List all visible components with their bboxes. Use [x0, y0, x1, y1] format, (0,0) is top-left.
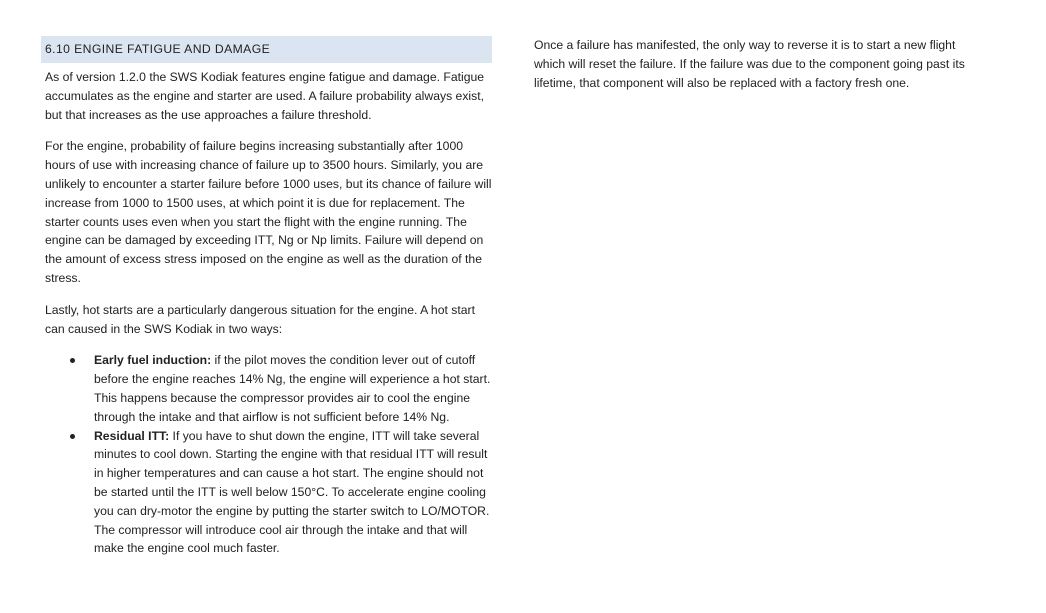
- bullet-icon: [70, 358, 75, 363]
- failure-reset-paragraph: Once a failure has manifested, the only way to reverse it is to start a new flight which will reset the failure. If the failure was due to the component going past its lifetime, that component will also be replaced with a factory fresh one.: [534, 38, 965, 90]
- intro-paragraph: As of version 1.2.0 the SWS Kodiak features engine fatigue and damage. Fatigue accumulates as the engine and starter are used. A failure probability always exist, but that increases as the use approaches a failure threshold.: [45, 70, 485, 122]
- hot-start-causes-list: [45, 351, 492, 558]
- bullet-title: Residual ITT:: [94, 428, 170, 443]
- section-heading: 6.10 ENGINE FATIGUE AND DAMAGE: [41, 36, 492, 63]
- right-column: [534, 36, 984, 105]
- bullet-text: If you have to shut down the engine, ITT will take several minutes to cool down. Starting the engine with that residual ITT will result in higher temperatures and can cause a hot start. The engine should not be started until the ITT is well below 150°C. To accelerate engine cooling you can dry-motor the engine by putting the starter switch to LO/MOTOR. The compressor will introduce cool air through the intake and that will make the engine cool much faster.: [94, 428, 490, 556]
- bullet-title: Early fuel induction:: [94, 353, 212, 368]
- failure-probability-paragraph: For the engine, probability of failure begins increasing substantially after 1000 hours of use with increasing chance of failure up to 3500 hours. Similarly, you are unlikely to encounter a starter failure before 1000 uses, but its chance of failure will increase from 1000 to 1500 uses, at which point it is due for replacement. The starter counts uses even when you start the flight with the engine running. The engine can be damaged by exceeding ITT, Ng or Np limits. Failure will depend on the amount of excess stress imposed on the engine as well as the duration of the stress.: [45, 139, 492, 285]
- left-column: [45, 36, 492, 558]
- bullet-icon: [70, 434, 75, 439]
- bullet-text: if the pilot moves the condition lever out of cutoff before the engine reaches 14% Ng, the engine will experience a hot start. This happens because the compressor provides air to cool the engine through the intake and that airflow is not sufficient before 14% Ng.: [94, 353, 491, 424]
- list-item: [45, 427, 492, 559]
- hot-start-paragraph: Lastly, hot starts are a particularly dangerous situation for the engine. A hot start can caused in the SWS Kodiak in two ways:: [45, 302, 475, 336]
- list-item: [45, 351, 492, 426]
